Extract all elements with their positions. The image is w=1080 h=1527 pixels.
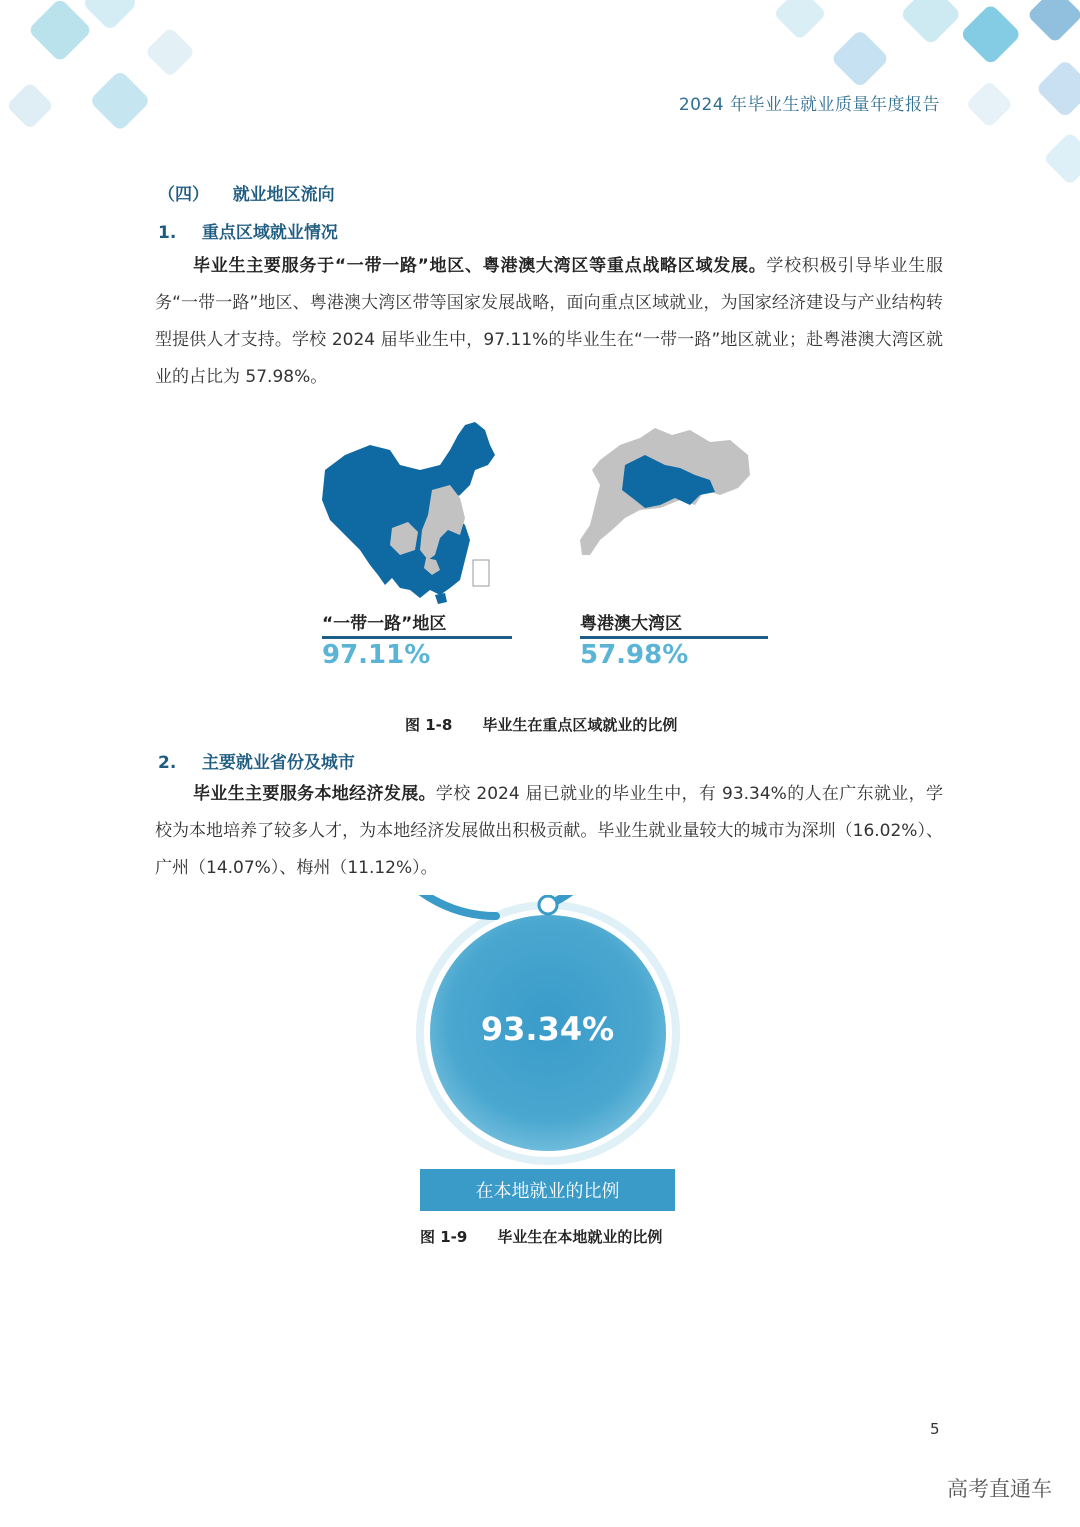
gauge-knob <box>539 896 557 914</box>
region-label-belt-road: “一带一路”地区 <box>322 614 447 634</box>
section-heading <box>158 180 335 205</box>
figure-1-9-title: 毕业生在本地就业的比例 <box>497 1228 663 1246</box>
region-value-belt-road: 97.11% <box>322 640 431 670</box>
region-value-greater-bay: 57.98% <box>580 640 689 670</box>
local-employment-label-box <box>420 1169 675 1211</box>
subsection-1-paragraph-body: 学校积极引导毕业生服务“一带一路”地区、粤港澳大湾区带等国家发展战略，面向重点区域就业，为国家经济建设与产业结构转型提供人才支持。学校 2024 届毕业生中，97.11%的毕业生在“一带一路”地区就业；赴粤港澳大湾区就业的占比为 57.98%。 <box>155 256 943 387</box>
page-number: 5 <box>930 1420 940 1438</box>
guangdong-map-image <box>580 428 750 555</box>
subsection-1-paragraph-lead: 毕业生主要服务于“一带一路”地区、粤港澳大湾区等重点战略区域发展。 <box>193 256 767 276</box>
watermark-text: 高考直通车 <box>947 1477 1052 1501</box>
subsection-2-paragraph <box>155 776 943 887</box>
subsection-1-heading <box>158 218 338 243</box>
local-employment-label: 在本地就业的比例 <box>475 1181 620 1202</box>
region-underline-belt-road <box>322 636 512 639</box>
subsection-2-heading <box>158 748 355 773</box>
local-employment-value: 93.34% <box>480 1010 615 1048</box>
figure-1-8-caption <box>405 714 677 735</box>
china-map-image <box>322 422 495 604</box>
figure-1-9-caption <box>420 1226 662 1247</box>
subsection-2-number: 2. <box>158 753 177 773</box>
region-label-greater-bay: 粤港澳大湾区 <box>580 614 682 634</box>
figure-1-8-number: 图 1-8 <box>405 716 453 734</box>
section-heading-number: （四） <box>158 185 209 205</box>
subsection-2-title: 主要就业省份及城市 <box>201 753 355 773</box>
region-underline-greater-bay <box>580 636 768 639</box>
figure-1-8-title: 毕业生在重点区域就业的比例 <box>482 716 678 734</box>
subsection-1-paragraph <box>155 248 943 396</box>
subsection-1-number: 1. <box>158 223 177 243</box>
figure-1-9-number: 图 1-9 <box>420 1228 468 1246</box>
subsection-2-paragraph-lead: 毕业生主要服务本地经济发展。 <box>193 784 436 804</box>
subsection-1-title: 重点区域就业情况 <box>201 223 338 243</box>
subsection-2-paragraph-body: 学校 2024 届已就业的毕业生中，有 93.34%的人在广东就业，学校为本地培养了较多人才，为本地经济发展做出积极贡献。毕业生就业量较大的城市为深圳（16.02%）、广州（14.07%）、梅州（11.12%）。 <box>155 784 944 878</box>
report-header-title: 2024 年毕业生就业质量年度报告 <box>678 95 940 115</box>
section-heading-text: 就业地区流向 <box>232 185 335 205</box>
